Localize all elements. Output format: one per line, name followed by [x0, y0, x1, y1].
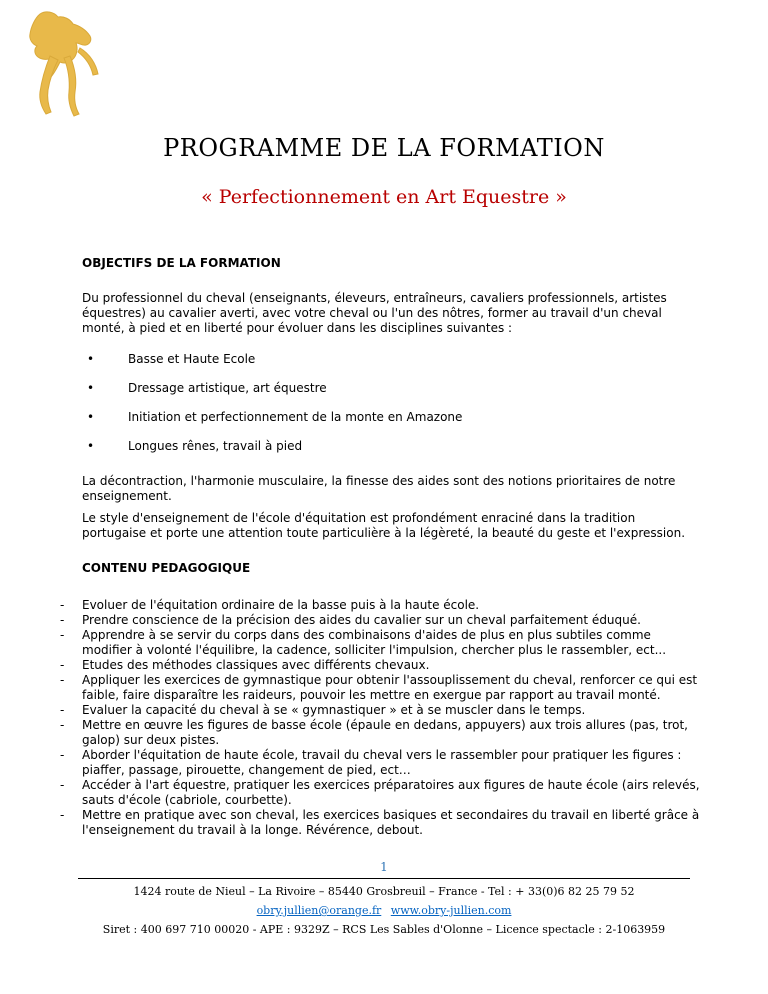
page-footer [0, 860, 768, 936]
dash-marker: - [60, 703, 65, 717]
list-item: • Initiation et perfectionnement de la monte en Amazone [87, 410, 463, 424]
list-item: - Mettre en œuvre les figures de basse école (épaule en dedans, appuyers) aux trois allures (pas, trot, galop) sur deux pistes. [60, 718, 688, 747]
list-item: - Evaluer la capacité du cheval à se « gymnastiquer » et à se muscler dans le temps. [60, 703, 586, 717]
bullet-icon: • [87, 381, 95, 395]
list-item: • Basse et Haute Ecole [87, 352, 256, 366]
dash-marker: - [60, 628, 65, 642]
objectives-heading: OBJECTIFS DE LA FORMATION [82, 256, 281, 270]
list-item: - Aborder l'équitation de haute école, travail du cheval vers le rassembler pour pratiquer les figures : piaffer, passage, pirouette, changement de pied, ect… [60, 748, 682, 777]
dash-marker: - [60, 673, 65, 687]
list-item: - Apprendre à se servir du corps dans des combinaisons d'aides de plus en plus subtiles comme modifier à volonté l'équilibre, la cadence, solliciter l'impulsion, chercher plus le rassembler, ect... [60, 628, 667, 657]
dash-marker: - [60, 598, 65, 612]
dash-marker: - [60, 748, 65, 762]
page-title: PROGRAMME DE LA FORMATION [163, 134, 605, 162]
list-item: - Appliquer les exercices de gymnastique pour obtenir l'assouplissement du cheval, renforcer ce qui est faible, faire disparaître les raideurs, pouvoir les mettre en exergue par rapport au travail monté. [60, 673, 698, 702]
objectives-paragraph-1: La décontraction, l'harmonie musculaire, la finesse des aides sont des notions prioritaires de notre enseignement. [82, 474, 676, 503]
disciplines-list [82, 352, 702, 454]
objectives-paragraph-2: Le style d'enseignement de l'école d'équitation est profondément enraciné dans la tradition portugaise et porte une attention toute particulière à la légèreté, la beauté du geste et l'expression. [82, 511, 686, 540]
list-item: - Evoluer de l'équitation ordinaire de la basse puis à la haute école. [60, 598, 480, 612]
footer-address: 1424 route de Nieul – La Rivoire – 85440 Grosbreuil – France - Tel : + 33(0)6 82 25 79 52 [133, 885, 635, 898]
bullet-icon: • [87, 410, 95, 424]
footer-legal: Siret : 400 697 710 00020 - APE : 9329Z – RCS Les Sables d'Olonne – Licence spectacle : 2-1063959 [102, 923, 666, 936]
page-subtitle: « Perfectionnement en Art Equestre » [201, 186, 567, 208]
list-item: - Prendre conscience de la précision des aides du cavalier sur un cheval parfaitement éduqué. [60, 613, 641, 627]
email-link[interactable]: obry.jullien@orange.fr [256, 904, 382, 917]
list-item: - Etudes des méthodes classiques avec différents chevaux. [60, 658, 430, 672]
page-number: 1 [380, 860, 388, 874]
bullet-icon: • [87, 352, 95, 366]
dash-marker: - [60, 718, 65, 732]
dash-marker: - [60, 808, 65, 822]
objectives-intro: Du professionnel du cheval (enseignants, éleveurs, entraîneurs, cavaliers professionnels, artistes équestres) au cavalier averti, avec votre cheval ou l'un des nôtres, former au travail d'un cheval monté, à pied et en liberté pour évoluer dans les disciplines suivantes : [82, 291, 667, 335]
footer-divider [78, 878, 690, 879]
dash-marker: - [60, 613, 65, 627]
list-item: - Accéder à l'art équestre, pratiquer les exercices préparatoires aux figures de haute école (airs relevés, sauts d'école (cabriole, courbette). [60, 778, 700, 807]
dash-marker: - [60, 658, 65, 672]
rearing-horse-logo-icon [20, 8, 102, 126]
list-item: • Longues rênes, travail à pied [87, 439, 303, 453]
list-item: • Dressage artistique, art équestre [87, 381, 327, 395]
website-link[interactable]: www.obry-jullien.com [390, 904, 512, 917]
list-item: - Mettre en pratique avec son cheval, les exercices basiques et secondaires du travail en liberté grâce à l'enseignement du travail à la longe. Révérence, debout. [60, 808, 700, 837]
pedagogy-list [60, 598, 702, 838]
pedagogy-heading: CONTENU PEDAGOGIQUE [82, 561, 251, 575]
dash-marker: - [60, 778, 65, 792]
bullet-icon: • [87, 439, 95, 453]
document-body [60, 256, 702, 838]
footer-links [0, 904, 768, 917]
